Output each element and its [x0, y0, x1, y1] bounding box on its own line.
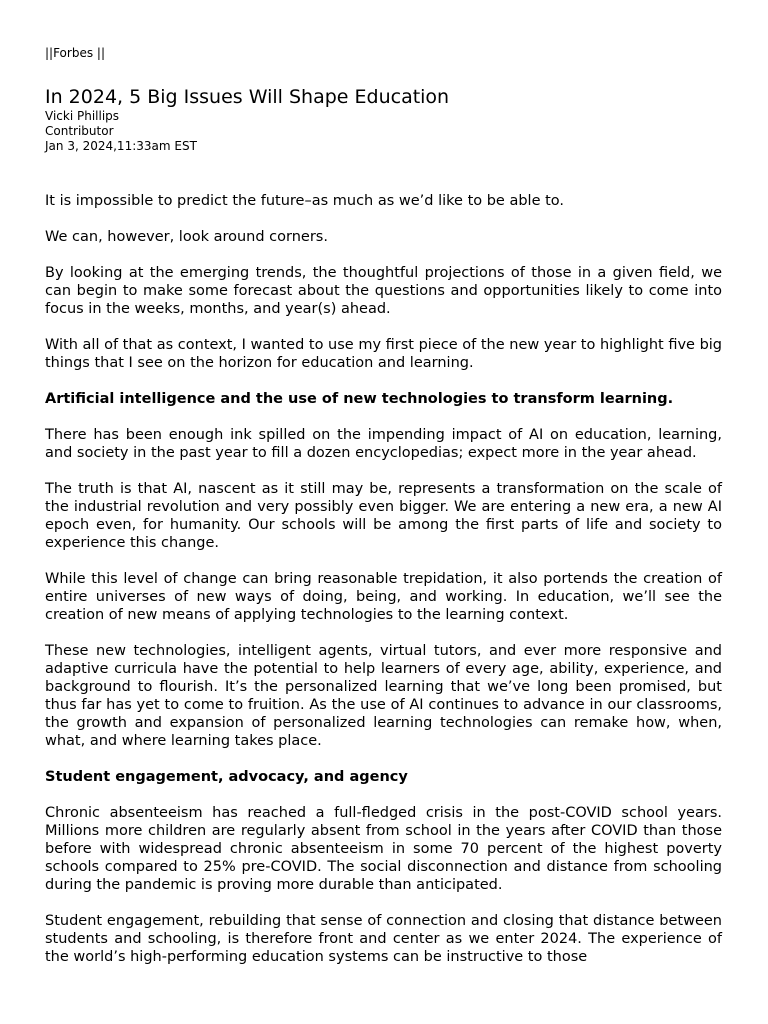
paragraph: Chronic absenteeism has reached a full-fledged crisis in the post-COVID school years. Millions more children are regularly absent from school in the years after COVID than those before with widespread chronic absenteeism in some 70 percent of the highest poverty schools compared to 25% pre-COVID. The social disconnection and distance from schooling during the pandemic is proving more durable than anticipated. — [45, 805, 722, 893]
publish-date: Jan 3, 2024,11:33am EST — [45, 139, 197, 153]
paragraph: There has been enough ink spilled on the impending impact of AI on education, learning, and society in the past year to fill a dozen encyclopedias; expect more in the year ahead. — [45, 427, 722, 461]
paragraph: It is impossible to predict the future–as much as we’d like to be able to. — [45, 193, 565, 209]
section-heading: Artificial intelligence and the use of new technologies to transform learning. — [45, 391, 674, 407]
section-heading: Student engagement, advocacy, and agency — [45, 769, 408, 785]
paragraph: These new technologies, intelligent agents, virtual tutors, and ever more responsive and adaptive curricula have the potential to help learners of every age, ability, experience, and background to flourish. It’s the personalized learning that we’ve long been promised, but thus far has yet to come to fruition. As the use of AI continues to advance in our classrooms, the growth and expansion of personalized learning technologies can remake how, when, what, and where learning takes place. — [45, 643, 722, 749]
paragraph: Student engagement, rebuilding that sense of connection and closing that distance between students and schooling, is therefore front and center as we enter 2024. The experience of the world’s high-performing education systems can be instructive to those — [45, 913, 722, 965]
article-title: In 2024, 5 Big Issues Will Shape Education — [45, 86, 450, 108]
paragraph: The truth is that AI, nascent as it still may be, represents a transformation on the scale of the industrial revolution and very possibly even bigger. We are entering a new era, a new AI epoch even, for humanity. Our schools will be among the first parts of life and society to experience this change. — [45, 481, 722, 551]
article-body — [45, 192, 722, 984]
publication-name: ||Forbes || — [45, 46, 105, 60]
paragraph: While this level of change can bring reasonable trepidation, it also portends the creation of entire universes of new ways of doing, being, and working. In education, we’ll see the creation of new means of applying technologies to the learning context. — [45, 571, 722, 623]
paragraph: With all of that as context, I wanted to use my first piece of the new year to highlight five big things that I see on the horizon for education and learning. — [45, 337, 722, 371]
author-role: Contributor — [45, 124, 114, 138]
author-name: Vicki Phillips — [45, 109, 120, 123]
paragraph: We can, however, look around corners. — [45, 229, 328, 245]
paragraph: By looking at the emerging trends, the thoughtful projections of those in a given field, we can begin to make some forecast about the questions and opportunities likely to come into focus in the weeks, months, and year(s) ahead. — [45, 265, 722, 317]
